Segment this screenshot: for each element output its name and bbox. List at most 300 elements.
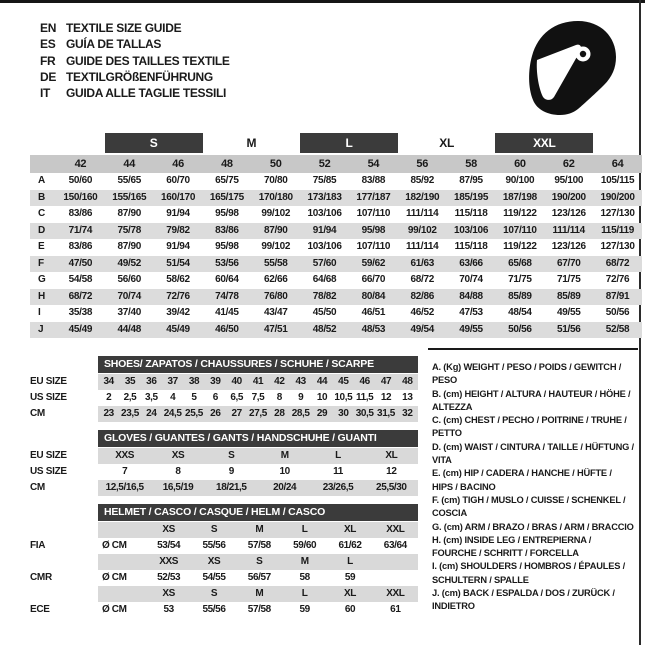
value-cell: S — [256, 556, 263, 567]
value-cell: 11,5 — [356, 392, 374, 403]
value-cell: 6,5 — [230, 392, 244, 403]
measure-row-h — [30, 289, 642, 306]
row-letter: D — [38, 224, 45, 236]
legend-items — [432, 361, 634, 614]
value-cell: 39 — [210, 376, 221, 387]
value-cell: 9 — [228, 466, 234, 477]
language-title: TEXTILE SIZE GUIDE — [66, 21, 182, 36]
language-row — [40, 36, 230, 52]
row-label: EU SIZE — [30, 376, 67, 387]
language-code: ES — [40, 37, 56, 52]
value-cell: 30,5 — [355, 408, 374, 419]
unit-cell: Ø CM — [102, 572, 127, 583]
measure-value: 49/55 — [556, 307, 581, 318]
row-values — [98, 390, 418, 406]
value-cell: 10 — [279, 466, 290, 477]
size-group-header-row — [30, 133, 642, 153]
value-cell: 57/58 — [247, 540, 271, 551]
measure-value: 58/62 — [166, 274, 190, 285]
measure-row-g — [30, 272, 642, 289]
measure-row-b — [30, 190, 642, 207]
measure-value: 68/72 — [410, 274, 434, 285]
legend-item: I. (cm) SHOULDERS / HOMBROS / ÉPAULES / SCHULTERN / SPALLE — [432, 561, 625, 585]
measure-value: 103/106 — [454, 224, 489, 236]
measure-value: 56/60 — [117, 274, 141, 285]
value-cell: 38 — [188, 376, 200, 387]
measure-value: 91/94 — [166, 208, 190, 219]
measure-value: 70/80 — [263, 175, 288, 186]
row-values — [98, 464, 418, 480]
measure-value: 35/38 — [68, 307, 93, 318]
value-cell: 27 — [231, 408, 242, 419]
value-cell: XL — [385, 450, 398, 461]
row-label — [30, 554, 98, 570]
legend-item: G. (cm) ARM / BRAZO / BRAS / ARM / BRACCIO — [432, 521, 634, 532]
value-cell: 12 — [380, 392, 392, 403]
measure-value: 83/86 — [68, 208, 93, 219]
measure-value: 49/55 — [459, 323, 483, 335]
measure-value: 72/76 — [605, 274, 630, 285]
measure-value: 70/74 — [117, 290, 141, 302]
row-values — [98, 448, 418, 464]
value-cell: M — [255, 524, 264, 535]
measure-value: 44/48 — [117, 323, 141, 335]
row-values — [98, 538, 418, 554]
language-row — [40, 85, 230, 101]
measure-value: 67/70 — [556, 257, 581, 269]
value-cell: 4 — [170, 392, 176, 403]
value-cell: 11 — [333, 466, 343, 477]
measure-value: 150/160 — [63, 191, 98, 203]
unit-cell — [98, 586, 146, 602]
value-cell: XL — [344, 588, 356, 599]
measure-row-f — [30, 256, 642, 273]
measure-value: 60/64 — [215, 274, 239, 285]
measure-value: 90/100 — [505, 175, 535, 186]
sub-row — [30, 448, 418, 464]
measure-value: 71/74 — [68, 224, 93, 236]
row-label: CMR — [30, 572, 52, 583]
measure-value: 87/90 — [117, 241, 141, 252]
measure-value: 68/72 — [68, 290, 93, 302]
measure-row-i — [30, 305, 642, 322]
sub-row — [30, 586, 418, 602]
value-cell: 30 — [338, 408, 349, 419]
measure-value: 160/170 — [161, 191, 196, 203]
measure-value: 182/190 — [405, 191, 440, 203]
value-cell: 10,5 — [334, 392, 353, 403]
measure-value: 107/110 — [356, 241, 391, 252]
measure-value: 41/45 — [215, 307, 239, 318]
row-letter: G — [38, 274, 46, 285]
value-cell: 8 — [276, 392, 282, 403]
value-cell: 32 — [402, 408, 413, 419]
value-cell: 31,5 — [377, 408, 395, 419]
sub-row — [30, 374, 418, 390]
measure-value: 70/74 — [459, 274, 483, 285]
measure-value: 39/42 — [166, 307, 190, 318]
measure-value: 173/183 — [307, 191, 342, 203]
measure-value: 48/53 — [361, 323, 386, 335]
size-number: 54 — [367, 158, 380, 170]
gloves-header-row — [30, 430, 418, 447]
measure-value: 50/56 — [605, 307, 630, 318]
value-cell: 20/24 — [273, 482, 297, 493]
row-letter: I — [38, 307, 41, 318]
measure-value: 47/53 — [459, 307, 483, 318]
measure-value: 78/82 — [312, 290, 337, 302]
shoes-table-title: SHOES/ ZAPATOS / CHAUSSURES / SCHUHE / SCARPE — [98, 356, 418, 373]
value-cell: XXL — [386, 588, 405, 599]
value-cell: L — [335, 450, 341, 461]
value-cell: XS — [162, 524, 175, 535]
size-number: 46 — [172, 158, 184, 170]
measure-value: 155/165 — [112, 191, 147, 203]
sub-row — [30, 570, 418, 586]
measure-value: 99/102 — [261, 208, 291, 219]
legend-item: A. (Kg) WEIGHT / PESO / POIDS / GEWITCH / PESO — [432, 362, 622, 386]
measure-value: 103/106 — [307, 241, 342, 252]
measure-value: 52/58 — [605, 323, 630, 335]
value-cell: 35 — [124, 376, 136, 387]
value-cell: M — [300, 556, 309, 567]
value-cell: 6 — [212, 392, 218, 403]
value-cell: 9 — [298, 392, 304, 403]
value-cell: 44 — [316, 376, 328, 387]
sub-row — [30, 464, 418, 480]
language-title: TEXTILGRÖßENFÜHRUNG — [66, 70, 213, 85]
value-cell: XXS — [115, 450, 135, 461]
language-title: GUIDA ALLE TAGLIE TESSILI — [66, 86, 227, 101]
measure-value: 48/52 — [312, 323, 337, 335]
value-cell: 57/58 — [247, 604, 271, 615]
measure-value: 75/85 — [312, 175, 337, 186]
value-cell: 18/21,5 — [216, 482, 247, 493]
gloves-table — [30, 430, 418, 496]
value-cell: XXL — [386, 524, 405, 535]
language-title: GUÍA DE TALLAS — [66, 37, 162, 52]
measure-value: 127/130 — [600, 208, 635, 219]
value-cell: 60 — [344, 604, 356, 615]
size-band-s: S — [105, 133, 203, 153]
value-cell: S — [228, 450, 235, 461]
measure-value: 119/122 — [503, 208, 537, 219]
shoes-table — [30, 356, 418, 422]
row-values — [98, 554, 418, 570]
legend-item: F. (cm) TIGH / MUSLO / CUISSE / SCHENKEL / COSCIA — [432, 494, 626, 519]
measure-value: 95/98 — [215, 241, 239, 252]
value-cell: 28,5 — [291, 408, 310, 419]
measure-value: 99/102 — [407, 224, 437, 236]
value-cell: 59 — [344, 572, 356, 583]
value-cell: 54/55 — [202, 572, 226, 583]
value-cell: 47 — [380, 376, 392, 387]
measure-value: 49/54 — [410, 323, 434, 335]
value-cell: 29 — [316, 408, 328, 419]
shoes-header-row — [30, 356, 418, 373]
size-number: 42 — [74, 158, 87, 170]
row-label: CM — [30, 408, 45, 419]
measure-value: 46/50 — [215, 323, 239, 335]
measure-value: 95/100 — [554, 175, 584, 186]
size-band-xl: XL — [439, 136, 455, 150]
value-cell: 25,5 — [185, 408, 203, 419]
row-label: CM — [30, 482, 45, 493]
value-cell: 63/64 — [383, 540, 407, 551]
measure-value: 63/66 — [459, 257, 483, 269]
measure-value: 46/51 — [361, 307, 386, 318]
measure-value: 111/114 — [406, 208, 439, 219]
value-cell: 8 — [175, 466, 181, 477]
measure-value: 87/91 — [605, 290, 630, 302]
measure-value: 85/89 — [556, 290, 581, 302]
value-cell: 3,5 — [144, 392, 158, 403]
value-cell: 58 — [299, 572, 310, 583]
measure-value: 47/50 — [68, 257, 93, 269]
top-border — [0, 0, 645, 3]
row-letter: H — [38, 290, 45, 302]
measure-value: 115/118 — [454, 208, 488, 219]
sub-row — [30, 554, 418, 570]
measure-value: 65/68 — [508, 257, 532, 269]
row-label — [30, 522, 98, 538]
value-cell: 13 — [402, 392, 413, 403]
measure-value: 65/75 — [215, 175, 239, 186]
legend-item: C. (cm) CHEST / PECHO / POITRINE / TRUHE / PETTO — [432, 415, 627, 439]
measure-value: 45/49 — [68, 323, 93, 335]
row-letter: B — [38, 191, 45, 203]
measure-value: 87/95 — [459, 175, 483, 186]
measure-value: 91/94 — [166, 241, 190, 252]
measure-row-c — [30, 206, 642, 223]
language-code: DE — [40, 70, 57, 85]
row-letter: F — [38, 257, 44, 269]
value-cell: 24,5 — [163, 408, 182, 419]
measure-value: 45/50 — [312, 307, 337, 318]
value-cell: M — [255, 588, 264, 599]
value-cell: XL — [344, 524, 356, 535]
measure-value: 51/54 — [166, 257, 190, 269]
unit-cell: Ø CM — [102, 540, 127, 551]
measure-row-a — [30, 173, 642, 190]
measure-value: 43/47 — [263, 307, 288, 318]
measure-value: 37/40 — [117, 307, 141, 318]
value-cell: S — [210, 524, 218, 535]
measure-value: 91/94 — [312, 224, 337, 236]
measure-value: 84/88 — [459, 290, 483, 302]
measure-value: 45/49 — [166, 323, 190, 335]
measure-value: 123/126 — [551, 208, 586, 219]
helmet-icon — [518, 18, 622, 118]
measure-value: 49/52 — [117, 257, 141, 269]
measure-value: 190/200 — [600, 191, 635, 203]
value-cell: 23/26,5 — [322, 482, 354, 493]
row-letter: A — [38, 175, 45, 186]
legend-item: B. (cm) HEIGHT / ALTURA / HAUTEUR / HÖHE / ALTEZZA — [432, 388, 631, 412]
value-cell: 46 — [359, 376, 370, 387]
size-number: 60 — [514, 158, 526, 170]
shoes-rows — [30, 374, 418, 422]
language-row — [40, 53, 230, 69]
measure-row-e — [30, 239, 642, 256]
helmet-table-title: HELMET / CASCO / CASQUE / HELM / CASCO — [98, 504, 418, 521]
measure-value: 107/110 — [503, 224, 537, 236]
value-cell: 34 — [103, 376, 114, 387]
value-cell: M — [280, 450, 289, 461]
measure-value: 187/198 — [502, 191, 537, 203]
measure-value: 72/76 — [166, 290, 190, 302]
helmet-header-row — [30, 504, 418, 521]
language-code: EN — [40, 21, 57, 36]
measure-value: 55/58 — [263, 257, 288, 269]
value-cell: 28 — [274, 408, 285, 419]
measurement-legend — [428, 348, 638, 614]
measure-value: 85/92 — [410, 175, 434, 186]
language-code: IT — [40, 86, 51, 101]
measure-value: 99/102 — [261, 241, 291, 252]
value-cell: 43 — [295, 376, 306, 387]
measure-value: 123/126 — [551, 241, 586, 252]
gloves-table-title: GLOVES / GUANTES / GANTS / HANDSCHUHE / GUANTI — [98, 430, 418, 447]
spacer — [30, 504, 98, 521]
value-cell: 25,5/30 — [376, 482, 407, 493]
measure-value: 83/88 — [361, 175, 386, 186]
measure-value: 62/66 — [263, 274, 288, 285]
value-cell: S — [210, 588, 218, 599]
row-values — [98, 522, 418, 538]
value-cell: 24 — [146, 408, 157, 419]
measure-value: 111/114 — [406, 241, 439, 252]
value-cell: 23,5 — [121, 408, 139, 419]
measure-value: 85/89 — [508, 290, 532, 302]
measure-value: 127/130 — [600, 241, 635, 252]
helmet-table — [30, 504, 418, 618]
measure-value: 115/118 — [454, 241, 488, 252]
language-title: GUIDE DES TAILLES TEXTILE — [66, 53, 230, 68]
legend-item: E. (cm) HIP / CADERA / HANCHE / HÜFTE / HIPS / BACINO — [432, 468, 612, 492]
measure-value: 50/60 — [68, 175, 93, 186]
measure-value: 105/115 — [600, 175, 635, 186]
size-number: 56 — [416, 158, 429, 170]
sub-row — [30, 602, 418, 618]
size-number: 52 — [318, 158, 331, 170]
value-cell: 42 — [274, 376, 285, 387]
measure-value: 50/56 — [508, 323, 532, 335]
measure-value: 64/68 — [312, 274, 337, 285]
row-label: EU SIZE — [30, 450, 67, 461]
legend-item: H. (cm) INSIDE LEG / ENTREPIERNA / FOURCHE / SCHRITT / FORCELLA — [432, 534, 592, 559]
measure-value: 53/56 — [215, 257, 239, 269]
measure-value: 83/86 — [215, 224, 239, 236]
value-cell: 61 — [390, 604, 401, 615]
row-label: US SIZE — [30, 392, 67, 403]
language-code: FR — [40, 53, 56, 68]
textile-size-table — [30, 133, 642, 338]
value-cell: 40 — [231, 376, 242, 387]
row-label: ECE — [30, 604, 50, 615]
measure-value: 165/175 — [209, 191, 244, 203]
spacer — [30, 430, 98, 447]
value-cell: XS — [207, 556, 221, 567]
measure-value: 87/90 — [263, 224, 288, 236]
sub-row — [30, 406, 418, 422]
measure-value: 61/63 — [410, 257, 434, 269]
sub-row — [30, 538, 418, 554]
measure-value: 55/65 — [117, 175, 141, 186]
value-cell: L — [301, 524, 308, 535]
sub-row — [30, 390, 418, 406]
value-cell: XXS — [159, 556, 179, 567]
measure-value: 82/86 — [410, 290, 434, 302]
value-cell: 12,5/16,5 — [105, 482, 144, 493]
measure-value: 68/72 — [605, 257, 630, 269]
measure-value: 103/106 — [307, 208, 342, 219]
size-number: 48 — [221, 158, 233, 170]
value-cell: 37 — [167, 376, 178, 387]
value-cell: 45 — [338, 376, 349, 387]
sub-row — [30, 522, 418, 538]
value-cell: 36 — [146, 376, 157, 387]
measure-value: 57/60 — [312, 257, 337, 269]
value-cell: 2 — [106, 392, 112, 403]
row-values — [98, 480, 418, 496]
value-cell — [373, 554, 418, 570]
value-cell: 55/56 — [202, 540, 226, 551]
value-cell: 2,5 — [123, 392, 137, 403]
measure-value: 80/84 — [361, 290, 386, 302]
value-cell: 48 — [402, 376, 413, 387]
value-cell: 56/57 — [247, 572, 271, 583]
measure-value: 87/90 — [117, 208, 141, 219]
numeric-size-row — [30, 155, 642, 173]
row-letter: J — [38, 323, 44, 335]
measure-value: 46/52 — [410, 307, 434, 318]
measure-value: 119/122 — [503, 241, 537, 252]
measure-value: 170/180 — [258, 191, 293, 203]
value-cell: 27,5 — [249, 408, 267, 419]
row-values — [98, 374, 418, 390]
value-cell: 5 — [191, 392, 197, 403]
value-cell: 10 — [316, 392, 328, 403]
measure-row-j — [30, 322, 642, 339]
legend-item: D. (cm) WAIST / CINTURA / TAILLE / HÜFTUNG / VITA — [432, 441, 634, 466]
legend-item: J. (cm) BACK / ESPALDA / DOS / ZURÜCK / INDIETRO — [432, 588, 615, 612]
value-cell: 52/53 — [157, 572, 181, 583]
gloves-rows — [30, 448, 418, 496]
value-cell: L — [347, 556, 353, 567]
measure-value: 71/75 — [556, 274, 581, 285]
accessory-tables — [30, 356, 418, 626]
unit-cell: Ø CM — [102, 604, 127, 615]
measure-value: 75/78 — [117, 224, 141, 236]
measure-value: 74/78 — [215, 290, 239, 302]
size-band-xxl: XXL — [495, 133, 593, 153]
value-cell: 26 — [210, 408, 221, 419]
measure-value: 111/114 — [552, 224, 585, 236]
measure-value: 54/58 — [68, 274, 93, 285]
value-cell: 23 — [103, 408, 114, 419]
corner-cell — [30, 155, 56, 173]
row-label: US SIZE — [30, 466, 67, 477]
measure-value: 190/200 — [551, 191, 586, 203]
value-cell: 55/56 — [202, 604, 226, 615]
row-letter: E — [38, 241, 45, 252]
size-number: 44 — [123, 158, 136, 170]
size-band-l: L — [300, 133, 398, 153]
value-cell: 59 — [299, 604, 310, 615]
measure-value: 60/70 — [166, 175, 190, 186]
language-row — [40, 69, 230, 85]
